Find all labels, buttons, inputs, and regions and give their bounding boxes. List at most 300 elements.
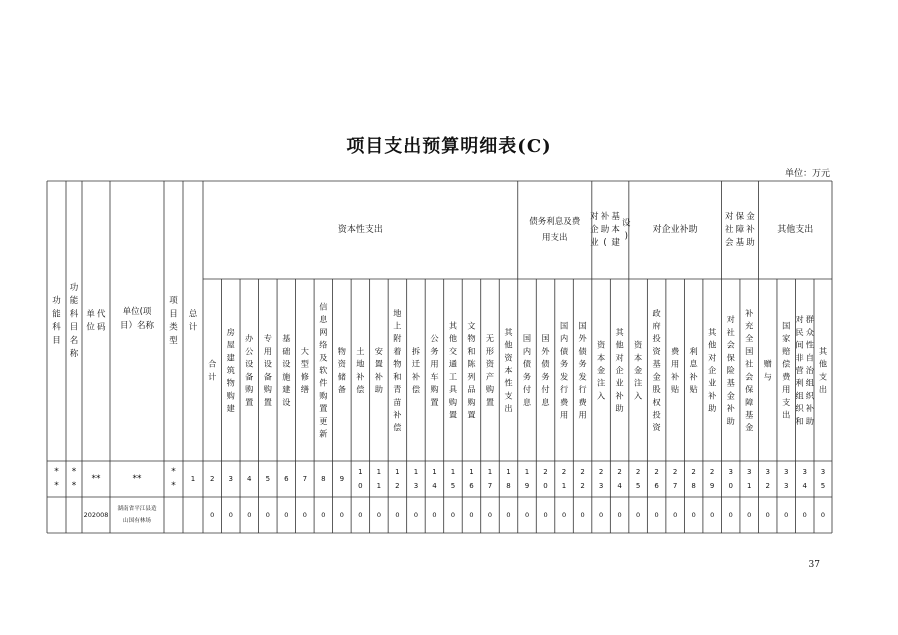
subcolumn-header-32-char: 国 bbox=[782, 320, 791, 331]
subcolumn-header-29-char: 会 bbox=[726, 339, 735, 350]
subcolumn-header-32-char: 家 bbox=[782, 333, 791, 344]
subcolumn-header-16-char: 资 bbox=[485, 358, 495, 369]
row-value: 0 bbox=[617, 511, 622, 519]
index-func_subject: * bbox=[54, 481, 59, 491]
subcolumn-header-21-char: 发 bbox=[578, 371, 587, 382]
group-header-social-char: 基 bbox=[735, 238, 745, 249]
subcolumn-header-7-char: 络 bbox=[319, 339, 328, 350]
subcolumn-header-1-char: 合 bbox=[208, 358, 217, 369]
group-header-social-char: 社 bbox=[725, 225, 734, 235]
subcolumn-header-16-char: 购 bbox=[485, 384, 495, 395]
subcolumn-header-26-char: 补 bbox=[671, 371, 680, 382]
group-header-capital: 资本性支出 bbox=[337, 225, 383, 235]
group-header-enterprise-capital-char: ) bbox=[624, 231, 628, 242]
subcolumn-header-23-char: 业 bbox=[615, 377, 624, 388]
subcolumn-header-28-char: 业 bbox=[708, 377, 717, 388]
index-number: 0 bbox=[543, 482, 548, 490]
subcolumn-header-20-char: 务 bbox=[559, 358, 569, 369]
subcolumn-header-31-char: 赠 bbox=[763, 358, 772, 369]
row-value: 0 bbox=[710, 511, 715, 519]
subcolumn-header-13-char: 车 bbox=[430, 371, 439, 382]
subcolumn-header-21-char: 用 bbox=[578, 409, 587, 420]
subcolumn-header-34-char: 支 bbox=[818, 371, 828, 382]
subcolumn-header-26-char: 用 bbox=[671, 358, 680, 369]
subcolumn-header-24-char: 金 bbox=[634, 365, 643, 375]
subcolumn-header-17-char: 本 bbox=[504, 365, 513, 375]
subcolumn-header-2-char: 建 bbox=[226, 403, 235, 414]
subcolumn-header-2-char: 筑 bbox=[226, 365, 235, 375]
header-func-subject-name-char: 科 bbox=[69, 309, 79, 320]
subcolumn-header-24-char: 本 bbox=[634, 352, 643, 363]
header-func-subject-char: 能 bbox=[52, 309, 61, 320]
page-title: 项目支出预算明细表(C) bbox=[346, 136, 552, 157]
subcolumn-header-33-char: 治 bbox=[805, 365, 814, 375]
subcolumn-header-12-char: 迁 bbox=[411, 358, 421, 369]
subcolumn-header-9-char: 土 bbox=[356, 345, 365, 356]
subcolumn-header-25-char: 金 bbox=[652, 371, 661, 382]
index-number: 3 bbox=[783, 468, 789, 476]
subcolumn-header-17-char: 支 bbox=[504, 390, 513, 401]
subcolumn-header-8-char: 资 bbox=[337, 358, 346, 369]
row-value: 0 bbox=[210, 511, 215, 519]
subcolumn-header-29-char: 补 bbox=[726, 403, 735, 414]
subcolumn-header-4-char: 专 bbox=[263, 333, 272, 344]
group-header-enterprise-capital-char: 助 bbox=[600, 225, 610, 235]
subcolumn-header-30-char: 充 bbox=[745, 320, 754, 331]
index-number: 3 bbox=[413, 482, 419, 490]
subcolumn-header-33-char: 对 bbox=[795, 314, 804, 325]
row-unit-name: 湖南省平江县造 bbox=[117, 506, 157, 512]
header-unit-code-char: 单 bbox=[86, 309, 95, 320]
index-number: 5 bbox=[265, 475, 271, 483]
subcolumn-header-33-char: 助 bbox=[805, 415, 814, 426]
subcolumn-header-20-char: 发 bbox=[559, 371, 569, 382]
subcolumn-header-12-char: 偿 bbox=[411, 384, 421, 395]
index-number: 1 bbox=[395, 468, 400, 476]
index-number: 0 bbox=[358, 482, 363, 490]
row-value: 0 bbox=[413, 511, 418, 519]
row-value: 0 bbox=[747, 511, 752, 519]
subcolumn-header-19-char: 付 bbox=[541, 384, 550, 395]
subcolumn-header-26-char: 费 bbox=[671, 345, 680, 356]
subcolumn-header-28-char: 他 bbox=[708, 339, 717, 350]
header-project-type-char: 项 bbox=[169, 296, 178, 307]
subcolumn-header-7-char: 软 bbox=[319, 365, 328, 375]
group-header-social-char: 补 bbox=[746, 225, 755, 235]
subcolumn-header-14-char: 他 bbox=[448, 333, 458, 344]
subcolumn-header-25-char: 政 bbox=[652, 307, 661, 318]
subcolumn-header-26-char: 贴 bbox=[671, 384, 680, 395]
index-number: 2 bbox=[561, 468, 567, 476]
subcolumn-header-3-char: 公 bbox=[245, 345, 254, 356]
header-project-type-char: 目 bbox=[169, 309, 178, 320]
index-number: 2 bbox=[395, 482, 400, 490]
subcolumn-header-14-char: 交 bbox=[448, 345, 458, 356]
subcolumn-header-7-char: 置 bbox=[319, 403, 328, 414]
subcolumn-header-5-char: 设 bbox=[282, 396, 291, 407]
index-number: 3 bbox=[598, 482, 604, 490]
index-number: 7 bbox=[672, 482, 678, 490]
subcolumn-header-32-char: 出 bbox=[782, 409, 791, 420]
header-project-type-char: 类 bbox=[169, 322, 178, 333]
subcolumn-header-17-char: 出 bbox=[504, 403, 513, 414]
subcolumn-header-14-char: 具 bbox=[448, 384, 458, 395]
subcolumn-header-28-char: 企 bbox=[708, 365, 717, 375]
subcolumn-header-4-char: 购 bbox=[263, 384, 272, 395]
subcolumn-header-17-char: 性 bbox=[504, 377, 513, 388]
subcolumn-header-32-char: 赔 bbox=[782, 345, 791, 356]
subcolumn-header-34-char: 他 bbox=[818, 358, 828, 369]
subcolumn-header-6-char: 缮 bbox=[300, 384, 309, 395]
subcolumn-header-30-char: 国 bbox=[745, 345, 754, 356]
subcolumn-header-34-char: 其 bbox=[818, 345, 828, 356]
index-number: 9 bbox=[524, 482, 530, 490]
subcolumn-header-23-char: 助 bbox=[615, 403, 624, 414]
index-number: 4 bbox=[247, 475, 252, 483]
subcolumn-header-29-char: 对 bbox=[726, 314, 735, 325]
page-number: 37 bbox=[808, 560, 820, 570]
subcolumn-header-32-char: 费 bbox=[782, 371, 791, 382]
subcolumn-header-33-char: 组 bbox=[805, 377, 814, 388]
subcolumn-header-19-char: 国 bbox=[541, 333, 550, 344]
subcolumn-header-29-char: 社 bbox=[726, 326, 735, 337]
subcolumn-header-23-char: 企 bbox=[615, 365, 624, 375]
subcolumn-header-21-char: 务 bbox=[578, 358, 587, 369]
subcolumn-header-7-char: 信 bbox=[319, 301, 328, 312]
index-number: 3 bbox=[746, 468, 752, 476]
index-number: 8 bbox=[506, 482, 511, 490]
row-value: 0 bbox=[765, 511, 770, 519]
subcolumn-header-30-char: 金 bbox=[745, 422, 754, 433]
subcolumn-header-11-char: 青 bbox=[393, 384, 402, 395]
subcolumn-header-27-char: 息 bbox=[689, 358, 698, 369]
index-number: 1 bbox=[506, 468, 511, 476]
group-header-social-char: 金 bbox=[746, 211, 755, 222]
subcolumn-header-7-char: 购 bbox=[319, 390, 328, 401]
subcolumn-header-33-char: 群 bbox=[805, 314, 814, 325]
subcolumn-header-15-char: 物 bbox=[467, 333, 476, 344]
group-header-enterprise: 对企业补助 bbox=[652, 225, 698, 235]
subcolumn-header-16-char: 形 bbox=[485, 345, 495, 356]
subcolumn-header-11-char: 苗 bbox=[393, 396, 402, 407]
subcolumn-header-24-char: 入 bbox=[634, 390, 643, 401]
subcolumn-header-19-char: 外 bbox=[541, 345, 550, 356]
header-project-type-char: 型 bbox=[169, 335, 178, 346]
subcolumn-header-5-char: 施 bbox=[282, 371, 291, 382]
header-total-char: 计 bbox=[188, 322, 198, 333]
subcolumn-header-30-char: 补 bbox=[745, 307, 754, 318]
subcolumn-header-13-char: 购 bbox=[430, 384, 439, 395]
index-number: 2 bbox=[691, 468, 696, 476]
row-value: 0 bbox=[469, 511, 474, 519]
subcolumn-header-13-char: 公 bbox=[430, 333, 439, 344]
index-project_type: * bbox=[171, 467, 176, 477]
subcolumn-header-6-char: 大 bbox=[300, 345, 309, 356]
index-number: 1 bbox=[524, 468, 530, 476]
subcolumn-header-10-char: 补 bbox=[374, 371, 383, 382]
index-number: 2 bbox=[765, 482, 770, 490]
subcolumn-header-32-char: 支 bbox=[782, 396, 791, 407]
index-number: 5 bbox=[450, 482, 456, 490]
group-header-social-char: 障 bbox=[735, 225, 745, 235]
subcolumn-header-15-char: 陈 bbox=[467, 358, 476, 369]
subcolumn-header-21-char: 费 bbox=[578, 396, 587, 407]
subcolumn-header-19-char: 务 bbox=[541, 371, 550, 382]
subcolumn-header-17-char: 资 bbox=[504, 352, 513, 363]
row-value: 0 bbox=[302, 511, 307, 519]
subcolumn-header-14-char: 其 bbox=[448, 320, 458, 331]
row-value: 0 bbox=[728, 511, 733, 519]
subcolumn-header-25-char: 股 bbox=[652, 384, 661, 395]
subcolumn-header-15-char: 品 bbox=[467, 384, 476, 395]
row-value: 0 bbox=[487, 511, 493, 519]
index-number: 2 bbox=[672, 468, 678, 476]
subcolumn-header-7-char: 网 bbox=[319, 326, 328, 337]
subcolumn-header-9-char: 地 bbox=[356, 358, 365, 369]
subcolumn-header-14-char: 购 bbox=[448, 396, 458, 407]
group-header-enterprise-capital-char: ( bbox=[603, 238, 607, 249]
subcolumn-header-18-char: 国 bbox=[522, 333, 532, 344]
subcolumn-header-2-char: 屋 bbox=[226, 339, 235, 350]
subcolumn-header-20-char: 债 bbox=[559, 345, 569, 356]
subcolumn-header-25-char: 基 bbox=[652, 358, 661, 369]
subcolumn-header-15-char: 和 bbox=[467, 345, 476, 356]
header-unit-code-char: 码 bbox=[97, 322, 106, 333]
subcolumn-header-24-char: 资 bbox=[634, 339, 643, 350]
subcolumn-header-27-char: 贴 bbox=[689, 384, 698, 395]
subcolumn-header-33-char: 众 bbox=[805, 326, 814, 337]
subcolumn-header-21-char: 债 bbox=[578, 345, 587, 356]
row-value: 0 bbox=[339, 511, 344, 519]
subcolumn-header-25-char: 资 bbox=[652, 422, 661, 433]
subcolumn-header-23-char: 他 bbox=[615, 339, 624, 350]
subcolumn-header-13-char: 务 bbox=[430, 345, 439, 356]
subcolumn-header-14-char: 置 bbox=[448, 409, 458, 420]
index-number: 0 bbox=[728, 482, 733, 490]
header-total-char: 总 bbox=[188, 309, 198, 320]
index-number: 3 bbox=[728, 468, 733, 476]
header-func-subject-name-char: 目 bbox=[69, 322, 79, 333]
subcolumn-header-32-char: 用 bbox=[782, 384, 791, 395]
header-unit-name: 目）名称 bbox=[119, 321, 155, 331]
subcolumn-header-32-char: 偿 bbox=[782, 358, 791, 369]
index-number: 1 bbox=[561, 482, 567, 490]
index-number: 4 bbox=[802, 482, 807, 490]
header-func-subject-name-char: 功 bbox=[69, 283, 79, 294]
subcolumn-header-29-char: 金 bbox=[726, 390, 735, 401]
row-unit-code: 202008 bbox=[83, 511, 109, 519]
index-number: 8 bbox=[321, 475, 326, 483]
row-value: 0 bbox=[228, 511, 233, 519]
index-number: 9 bbox=[339, 475, 345, 483]
subcolumn-header-11-char: 上 bbox=[393, 320, 402, 331]
subcolumn-header-28-char: 补 bbox=[708, 390, 717, 401]
subcolumn-header-5-char: 建 bbox=[282, 384, 291, 395]
index-number: 2 bbox=[580, 482, 585, 490]
subcolumn-header-3-char: 办 bbox=[245, 333, 254, 344]
subcolumn-header-33-char: 民 bbox=[795, 326, 804, 337]
subcolumn-header-25-char: 资 bbox=[652, 345, 661, 356]
subcolumn-header-33-char: 非 bbox=[795, 352, 804, 363]
group-header-enterprise-capital-char: 基 bbox=[611, 211, 620, 222]
subcolumn-header-7-char: 息 bbox=[319, 314, 328, 325]
row-value: 0 bbox=[599, 511, 604, 519]
index-number: 1 bbox=[358, 468, 363, 476]
subcolumn-header-30-char: 保 bbox=[745, 384, 754, 395]
subcolumn-header-16-char: 产 bbox=[485, 371, 495, 382]
index-func_subject_name: * bbox=[71, 481, 77, 491]
subcolumn-header-21-char: 行 bbox=[578, 384, 587, 395]
group-header-other: 其他支出 bbox=[777, 225, 814, 235]
subcolumn-header-33-char: 和 bbox=[795, 415, 804, 426]
index-number: 1 bbox=[190, 475, 196, 483]
row-value: 0 bbox=[284, 511, 289, 519]
index-number: 2 bbox=[598, 468, 604, 476]
group-header-enterprise-capital-char: 本 bbox=[611, 225, 620, 235]
index-number: 2 bbox=[709, 468, 715, 476]
subcolumn-header-33-char: 自 bbox=[805, 352, 814, 363]
row-value: 0 bbox=[561, 511, 567, 519]
subcolumn-header-29-char: 基 bbox=[726, 377, 735, 388]
index-number: 3 bbox=[820, 468, 826, 476]
subcolumn-header-29-char: 险 bbox=[726, 365, 735, 375]
subcolumn-header-17-char: 他 bbox=[504, 339, 513, 350]
row-value: 0 bbox=[673, 511, 678, 519]
subcolumn-header-25-char: 投 bbox=[652, 333, 661, 344]
group-header-social-char: 会 bbox=[725, 238, 734, 249]
group-header-enterprise-capital-char: 企 bbox=[590, 225, 599, 235]
group-header-enterprise-capital-char: 对 bbox=[590, 211, 599, 222]
row-value: 0 bbox=[580, 511, 585, 519]
subcolumn-header-33-char: 性 bbox=[805, 339, 814, 350]
subcolumn-header-16-char: 置 bbox=[485, 396, 495, 407]
subcolumn-header-33-char: 营 bbox=[795, 365, 804, 375]
subcolumn-header-33-char: 织 bbox=[805, 390, 814, 401]
subcolumn-header-8-char: 备 bbox=[337, 384, 346, 395]
subcolumn-header-10-char: 安 bbox=[374, 345, 383, 356]
subcolumn-header-12-char: 补 bbox=[411, 371, 421, 382]
subcolumn-header-20-char: 行 bbox=[559, 384, 569, 395]
subcolumn-header-3-char: 设 bbox=[245, 358, 254, 369]
index-number: 2 bbox=[543, 468, 548, 476]
subcolumn-header-5-char: 设 bbox=[282, 358, 291, 369]
index-project_type: * bbox=[171, 481, 176, 491]
subcolumn-header-27-char: 利 bbox=[689, 345, 698, 356]
index-number: 1 bbox=[432, 468, 437, 476]
row-value: 0 bbox=[358, 511, 363, 519]
subcolumn-header-33-char: 织 bbox=[795, 403, 804, 414]
subcolumn-header-30-char: 全 bbox=[745, 333, 754, 344]
subcolumn-header-7-char: 更 bbox=[319, 415, 328, 426]
index-number: 2 bbox=[654, 468, 659, 476]
subcolumn-header-23-char: 补 bbox=[615, 390, 624, 401]
subcolumn-header-28-char: 对 bbox=[708, 352, 717, 363]
row-value: 0 bbox=[450, 511, 456, 519]
subcolumn-header-8-char: 储 bbox=[337, 371, 346, 382]
row-value: 0 bbox=[265, 511, 270, 519]
group-header-social-char: 对 bbox=[725, 211, 734, 222]
subcolumn-header-19-char: 债 bbox=[541, 358, 550, 369]
subcolumn-header-21-char: 国 bbox=[578, 320, 587, 331]
index-number: 2 bbox=[580, 468, 585, 476]
subcolumn-header-2-char: 建 bbox=[226, 352, 235, 363]
group-header-social-char: 保 bbox=[735, 211, 745, 222]
index-number: 1 bbox=[469, 468, 474, 476]
index-number: 1 bbox=[746, 482, 752, 490]
group-header-debt: 债务利息及费 bbox=[529, 217, 581, 227]
subcolumn-header-16-char: 无 bbox=[485, 333, 495, 344]
subcolumn-header-15-char: 置 bbox=[467, 409, 476, 420]
group-header-enterprise-capital-char: 业 bbox=[590, 238, 599, 249]
group-header-enterprise-capital-char: 建 bbox=[611, 238, 620, 249]
subcolumn-header-22-char: 入 bbox=[596, 390, 606, 401]
header-unit-name: 单位(项 bbox=[122, 307, 152, 317]
subcolumn-header-8-char: 物 bbox=[337, 345, 346, 356]
subcolumn-header-11-char: 附 bbox=[393, 333, 402, 344]
row-value: 0 bbox=[784, 511, 789, 519]
header-func-subject-name-char: 能 bbox=[69, 296, 79, 307]
subcolumn-header-11-char: 补 bbox=[393, 409, 402, 420]
subcolumn-header-25-char: 权 bbox=[652, 396, 661, 407]
subcolumn-header-14-char: 工 bbox=[448, 371, 458, 382]
subcolumn-header-18-char: 债 bbox=[522, 358, 532, 369]
row-value: 0 bbox=[820, 511, 826, 519]
row-value: 0 bbox=[654, 511, 659, 519]
subcolumn-header-18-char: 务 bbox=[522, 371, 532, 382]
subcolumn-header-33-char: 间 bbox=[795, 339, 804, 350]
subcolumn-header-3-char: 备 bbox=[245, 371, 254, 382]
subcolumn-header-13-char: 置 bbox=[430, 396, 439, 407]
index-number: 6 bbox=[469, 482, 474, 490]
index-number: 6 bbox=[284, 475, 289, 483]
index-number: 2 bbox=[210, 475, 215, 483]
header-unit-code-char: 位 bbox=[86, 322, 95, 333]
subcolumn-header-7-char: 新 bbox=[319, 428, 328, 439]
subcolumn-header-9-char: 补 bbox=[356, 371, 365, 382]
subcolumn-header-20-char: 内 bbox=[559, 333, 569, 344]
index-number: 1 bbox=[487, 468, 493, 476]
index-number: 5 bbox=[635, 482, 641, 490]
subcolumn-header-20-char: 国 bbox=[559, 320, 569, 331]
row-value: 0 bbox=[321, 511, 326, 519]
subcolumn-header-25-char: 投 bbox=[652, 409, 661, 420]
subcolumn-header-11-char: 物 bbox=[393, 358, 402, 369]
subcolumn-header-18-char: 息 bbox=[522, 396, 532, 407]
header-func-subject-char: 目 bbox=[52, 335, 61, 346]
row-value: 0 bbox=[376, 511, 381, 519]
subcolumn-header-33-char: 组 bbox=[795, 390, 804, 401]
subcolumn-header-28-char: 其 bbox=[708, 326, 717, 337]
row-value: 0 bbox=[524, 511, 530, 519]
subcolumn-header-4-char: 置 bbox=[263, 396, 272, 407]
subcolumn-header-30-char: 社 bbox=[745, 358, 754, 369]
subcolumn-header-4-char: 用 bbox=[263, 345, 272, 356]
subcolumn-header-22-char: 金 bbox=[596, 365, 606, 375]
index-func_subject: * bbox=[54, 467, 59, 477]
subcolumn-header-11-char: 和 bbox=[393, 371, 402, 382]
group-header-debt: 用支出 bbox=[542, 233, 568, 243]
index-number: 4 bbox=[432, 482, 437, 490]
subcolumn-header-34-char: 出 bbox=[818, 384, 828, 395]
subcolumn-header-25-char: 府 bbox=[652, 320, 661, 331]
index-number: 8 bbox=[691, 482, 696, 490]
subcolumn-header-6-char: 型 bbox=[300, 358, 309, 369]
index-number: 5 bbox=[820, 482, 826, 490]
index-number: 1 bbox=[450, 468, 456, 476]
subcolumn-header-10-char: 助 bbox=[374, 384, 383, 395]
subcolumn-header-3-char: 购 bbox=[245, 384, 254, 395]
subcolumn-header-10-char: 置 bbox=[374, 358, 383, 369]
